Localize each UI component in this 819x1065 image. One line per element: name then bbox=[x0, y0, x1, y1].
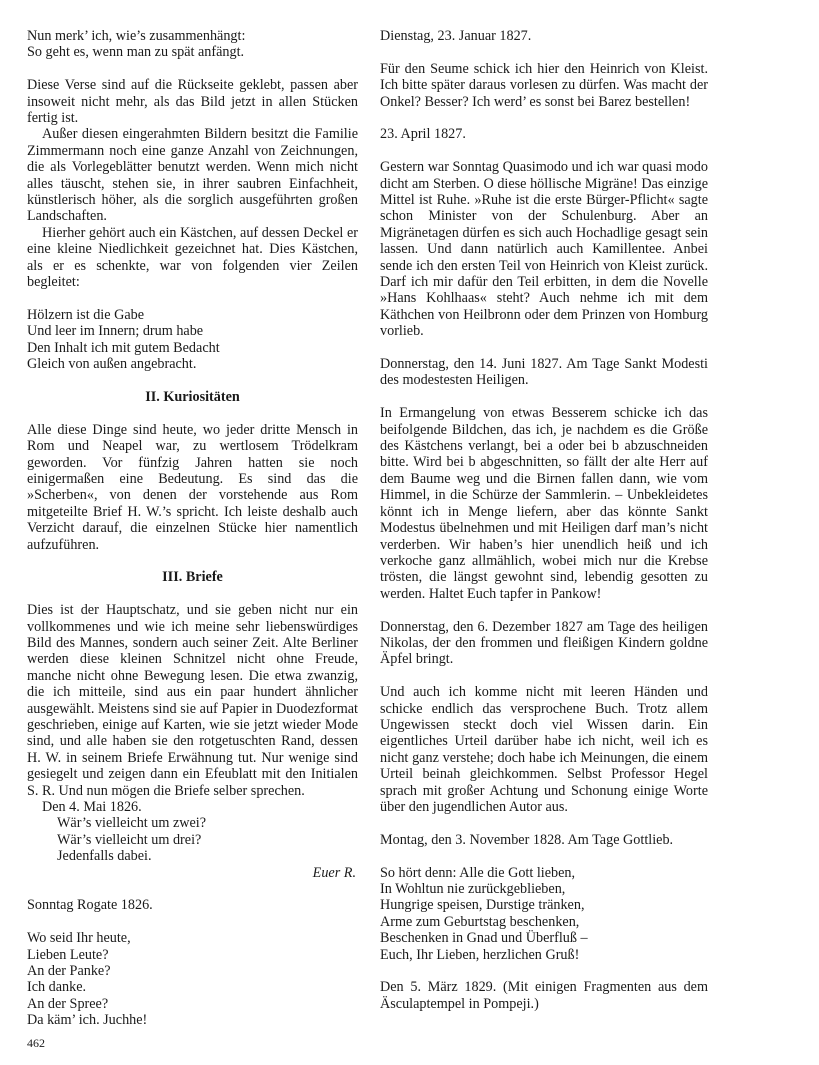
paragraph: Außer diesen eingerahmten Bildern besitzt die Familie Zimmermann noch eine ganze Anzahl von Zeichnungen, die als Vorlegeblätter benutzt werden. Wenn mich nicht alles täuscht, stehen sie, in ihrer saubren Einfachheit, künstlerisch höher, als die sorglich ausgeführten großen Landschaften. bbox=[27, 126, 358, 225]
verse-line: Wär’s vielleicht um zwei? bbox=[57, 815, 207, 832]
letter-date: Den 5. März 1829. (Mit einigen Fragmenten aus dem Äsculaptempel in Pompeji.) bbox=[380, 979, 708, 1012]
paragraph: Hierher gehört auch ein Kästchen, auf dessen Deckel er eine kleine Niedlichkeit gezeichnet hat. Dies Kästchen, als er es schenkte, war von folgenden vier Zeilen begleitet: bbox=[27, 224, 358, 291]
paragraph: Gestern war Sonntag Quasimodo und ich war quasi modo dicht am Sterben. O diese höllische Migräne! Das einzige Mittel ist Ruhe. »Ruhe ist die erste Bürger-Pflicht« sagte schon Minister von der Schulenburg. Aber an Migränetagen dürfen es sich auch Hochadlige gesagt sein lassen. Und dann natürlich auch Kamillentee. Anbei sende ich den ersten Teil von Heinrich von Kleist zurück. Darf ich mir dafür den Teil erbitten, in dem die Novelle »Hans Kohlhaas« steht? Auch nehme ich mit dem Käthchen von Heilbronn oder dem Prinzen von Homburg vorlieb. bbox=[380, 159, 708, 340]
verse-line: Und leer im Innern; drum habe bbox=[27, 323, 204, 340]
verse-line: Hungrige speisen, Durstige tränken, bbox=[380, 897, 585, 914]
right-column bbox=[380, 28, 708, 1012]
verse-line: Euch, Ihr Lieben, herzlichen Gruß! bbox=[380, 946, 580, 963]
verse-line: So geht es, wenn man zu spät anfängt. bbox=[27, 44, 245, 61]
verse-line: Da käm’ ich. Juchhe! bbox=[27, 1012, 148, 1029]
paragraph: Diese Verse sind auf die Rückseite geklebt, passen aber insoweit nicht mehr, als das Bild jetzt in allen Stücken fertig ist. bbox=[27, 77, 358, 127]
letter-date: Dienstag, 23. Januar 1827. bbox=[380, 28, 532, 44]
section-heading: II. Kuriositäten bbox=[145, 388, 240, 405]
verse-line: An der Panke? bbox=[27, 963, 111, 980]
verse-line: Wo seid Ihr heute, bbox=[27, 930, 131, 947]
verse-line: Wär’s vielleicht um drei? bbox=[57, 831, 202, 848]
letter-date: Montag, den 3. November 1828. Am Tage Gottlieb. bbox=[380, 831, 674, 848]
verse-line: In Wohltun nie zurückgeblieben, bbox=[380, 880, 566, 897]
letter-date: Donnerstag, den 6. Dezember 1827 am Tage des heiligen Nikolas, der den frommen und fleißigen Kindern goldne Äpfel bringt. bbox=[380, 618, 708, 668]
section-heading: III. Briefe bbox=[162, 569, 223, 586]
page-number: 462 bbox=[27, 1036, 45, 1050]
paragraph: Für den Seume schick ich hier den Heinrich von Kleist. Ich bitte später daraus vorlesen zu dürfen. Was macht der Onkel? Besser? Ich werd’ es sonst bei Barez bestellen! bbox=[380, 60, 708, 110]
letter-date: 23. April 1827. bbox=[380, 126, 466, 143]
paragraph: Dies ist der Hauptschatz, und sie geben nicht nur ein vollkommenes und wie ich meine sehr liebenswürdiges Bild des Mannes, sondern auch seiner Zeit. Alte Berliner werden diese kleinen Schnitzel nicht ohne Freude, manche nicht ohne Bewegung lesen. Die etwa zwanzig, die ich mitteile, sind aus ein paar hundert ähnlicher ausgewählt. Meistens sind sie auf Papier in Duodezformat geschrieben, einige auf Karten, wie sie jetzt wieder Mode sind, und alle haben sie den rotgetuschten Rand, dessen H. W. in seinem Briefe Erwähnung tut. Nur wenige sind gesiegelt und zeigen dann ein Efeublatt mit den Initialen S. R. Und nun mögen die Briefe selber sprechen. bbox=[27, 602, 358, 799]
letter-date: Sonntag Rogate 1826. bbox=[27, 897, 153, 914]
letter-date: Den 4. Mai 1826. bbox=[42, 799, 142, 815]
verse-line: Arme zum Geburtstag beschenken, bbox=[380, 913, 580, 930]
paragraph: Und auch ich komme nicht mit leeren Händen und schicke endlich das versprochene Buch. Trotz allem Ungewissen steckt doch viel Wissen darin. Ein eigentliches Urteil darüber habe ich nicht, weil ich es nicht ganz verstehe; doch habe ich Meinungen, die einem Urteil beinah gleichkommen. Selbst Professor Hegel sprach mit großer Achtung und Schonung einige Worte über den jugendlichen Autor aus. bbox=[380, 684, 708, 815]
paragraph: In Ermangelung von etwas Besserem schicke ich das beifolgende Bildchen, das ich, je nachdem es die Größe des Kästchens verlangt, bei a oder bei b abzuschneiden bitte. Wird bei b abgeschnitten, so fällt der alte Herr auf dem Baume weg und die Birnen fallen dann, wie vom Himmel, in die Schürze der Sammlerin. – Unbekleidetes könnt ich in Menge liefern, aber das könnte Sankt Modestus übelnehmen und mit Heiligen darf man’s nicht verderben. Wir haben’s hier unendlich heiß und ich verkoche ganz allmählich, wobei mich nur die Krebse trösten, die längst gewohnt sind, lebendig gesotten zu werden. Haltet Euch tapfer in Pankow! bbox=[380, 405, 708, 602]
signature: Euer R. bbox=[312, 864, 356, 881]
verse-line: Ich danke. bbox=[27, 979, 87, 996]
letter-date: Donnerstag, den 14. Juni 1827. Am Tage Sankt Modesti des modestesten Heiligen. bbox=[380, 356, 708, 389]
verse-line: Beschenken in Gnad und Überfluß – bbox=[380, 930, 588, 947]
verse-line: Gleich von außen angebracht. bbox=[27, 356, 197, 373]
verse-line: Hölzern ist die Gabe bbox=[27, 306, 145, 323]
paragraph: Alle diese Dinge sind heute, wo jeder dritte Mensch in Rom und Neapel war, zu wertlosem Trödelkram geworden. Vor fünfzig Jahren hatten sie noch einigermaßen eine Bedeutung. Es sind das die »Scherben«, von denen der vorstehende aus Rom mitgeteilte Brief H. W.’s spricht. Ich leiste deshalb auch Verzicht darauf, die einzelnen Stücke hier namentlich aufzuführen. bbox=[27, 421, 358, 553]
verse-line: Nun merk’ ich, wie’s zusammenhängt: bbox=[27, 28, 246, 44]
verse-line: Jedenfalls dabei. bbox=[57, 848, 152, 865]
verse-line: Den Inhalt ich mit gutem Bedacht bbox=[27, 339, 220, 356]
verse-line: Lieben Leute? bbox=[27, 946, 109, 963]
verse-line: So hört denn: Alle die Gott lieben, bbox=[380, 864, 576, 881]
left-column bbox=[27, 28, 358, 1029]
verse-line: An der Spree? bbox=[27, 995, 109, 1012]
